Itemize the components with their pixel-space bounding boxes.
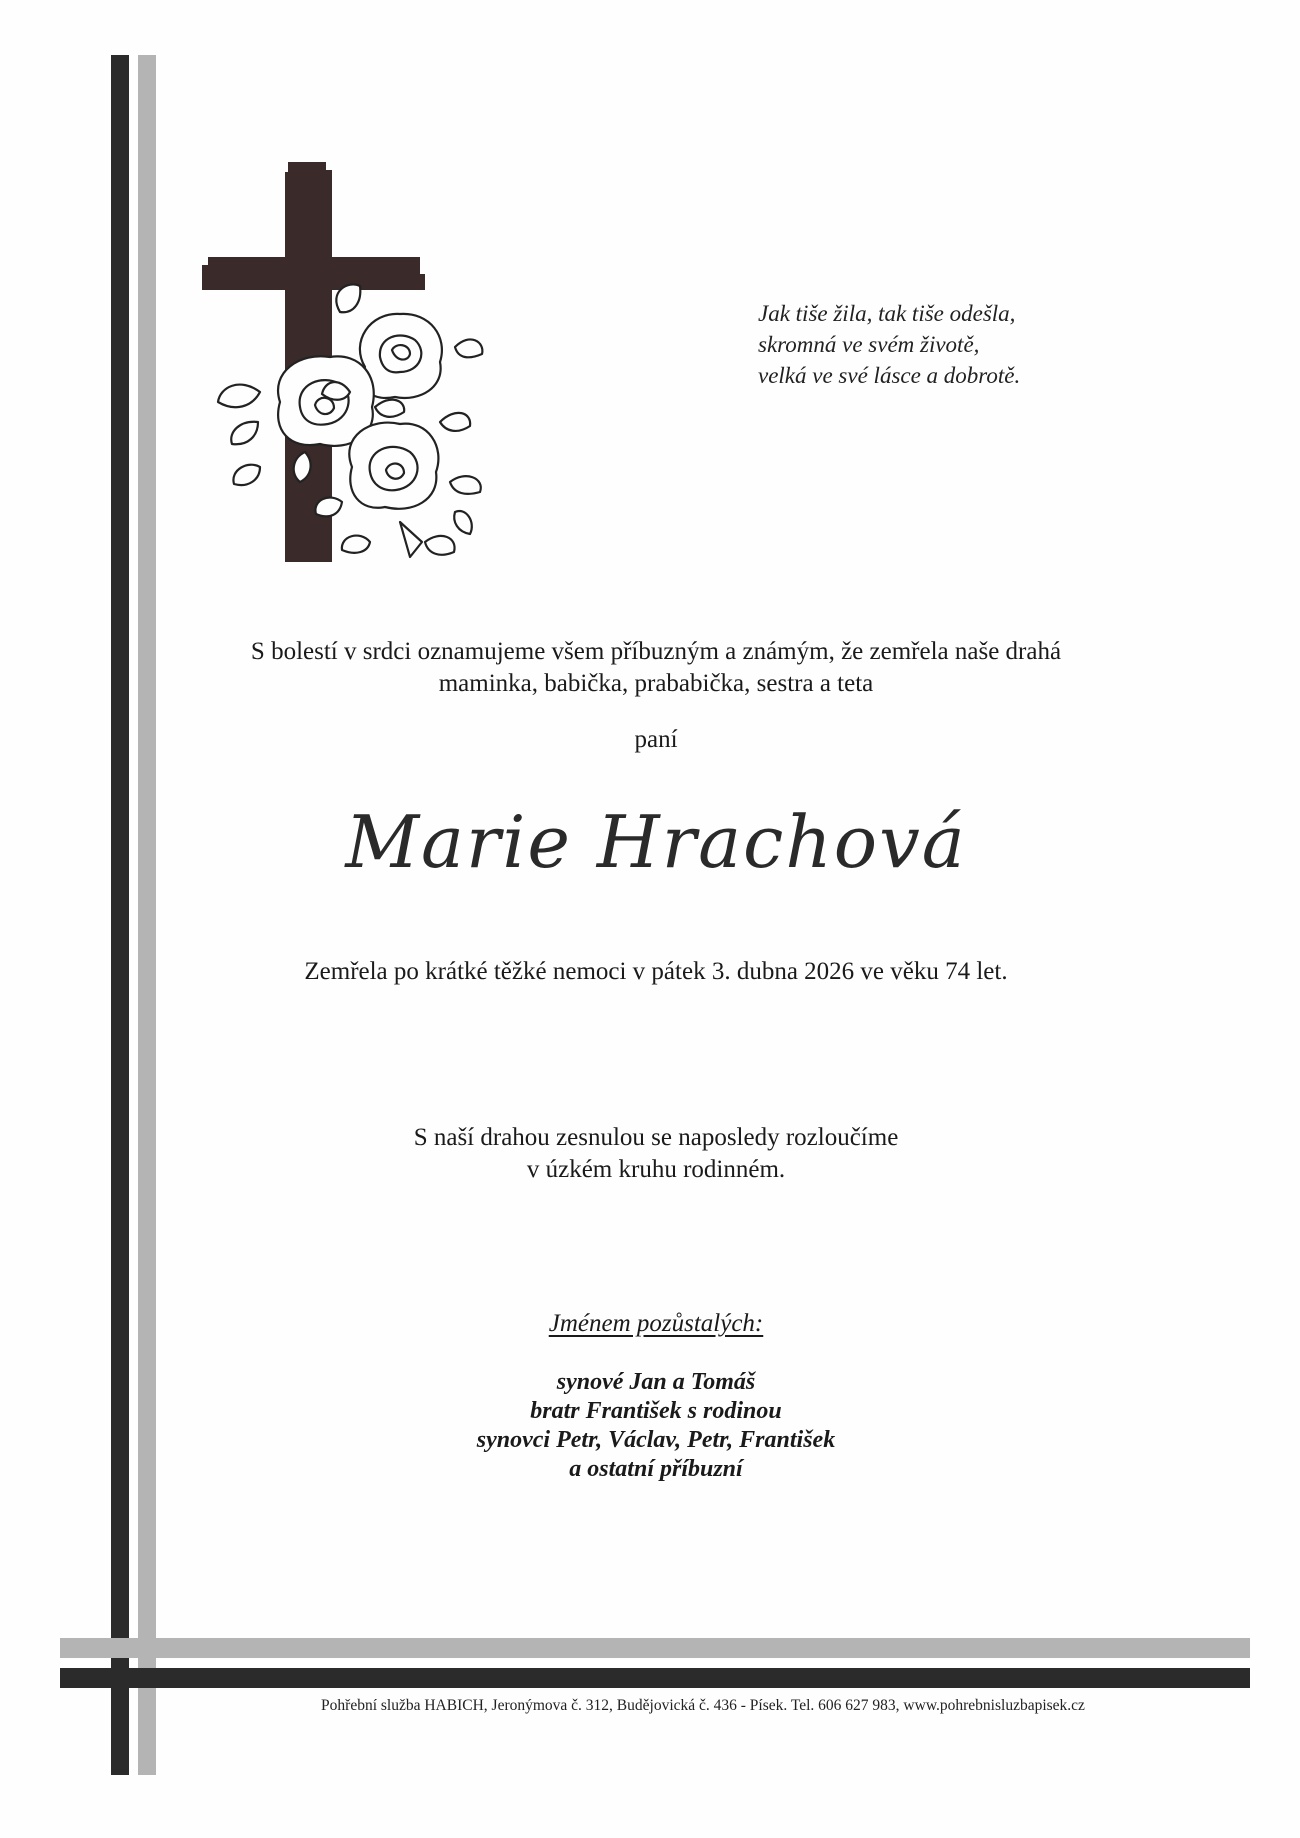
mourner-line: synové Jan a Tomáš (556, 1369, 756, 1395)
border-horizontal-gray (60, 1638, 1250, 1658)
motto-line: Jak tiše žila, tak tiše odešla, (758, 301, 1016, 326)
deceased-name: Marie Hrachová (345, 800, 967, 884)
border-vertical-dark (111, 55, 129, 1775)
cross-with-roses-icon (200, 162, 490, 612)
mourner-line: a ostatní příbuzní (569, 1456, 743, 1482)
border-vertical-gray (138, 55, 156, 1775)
on-behalf-heading: Jménem pozůstalých: (548, 1310, 764, 1337)
border-horizontal-dark (60, 1668, 1250, 1688)
mourners-list (156, 1368, 1156, 1484)
announcement-line: S bolestí v srdci oznamujeme všem příbuzným a známým, že zemřela naše drahá (250, 638, 1062, 665)
motto-quote (758, 298, 1178, 391)
funeral-service-footer: Pohřební služba HABICH, Jeronýmova č. 312, Budějovická č. 436 - Písek. Tel. 606 627 983, www.pohrebnisluzbapisek.cz (321, 1697, 1085, 1714)
announcement (156, 636, 1156, 700)
death-note: Zemřela po krátké těžké nemoci v pátek 3. dubna 2026 ve věku 74 let. (304, 958, 1008, 985)
farewell-line: S naší drahou zesnulou se naposledy rozloučíme (413, 1124, 899, 1151)
motto-line: skromná ve svém životě, (758, 332, 980, 357)
mourner-line: synovci Petr, Václav, Petr, František (476, 1427, 836, 1453)
farewell-line: v úzkém kruhu rodinném. (526, 1156, 786, 1183)
honorific: paní (634, 726, 678, 753)
motto-line: velká ve své lásce a dobrotě. (758, 363, 1021, 388)
farewell-note (156, 1122, 1156, 1186)
mourner-line: bratr František s rodinou (530, 1398, 782, 1424)
announcement-line: maminka, babička, prababička, sestra a teta (438, 670, 874, 697)
